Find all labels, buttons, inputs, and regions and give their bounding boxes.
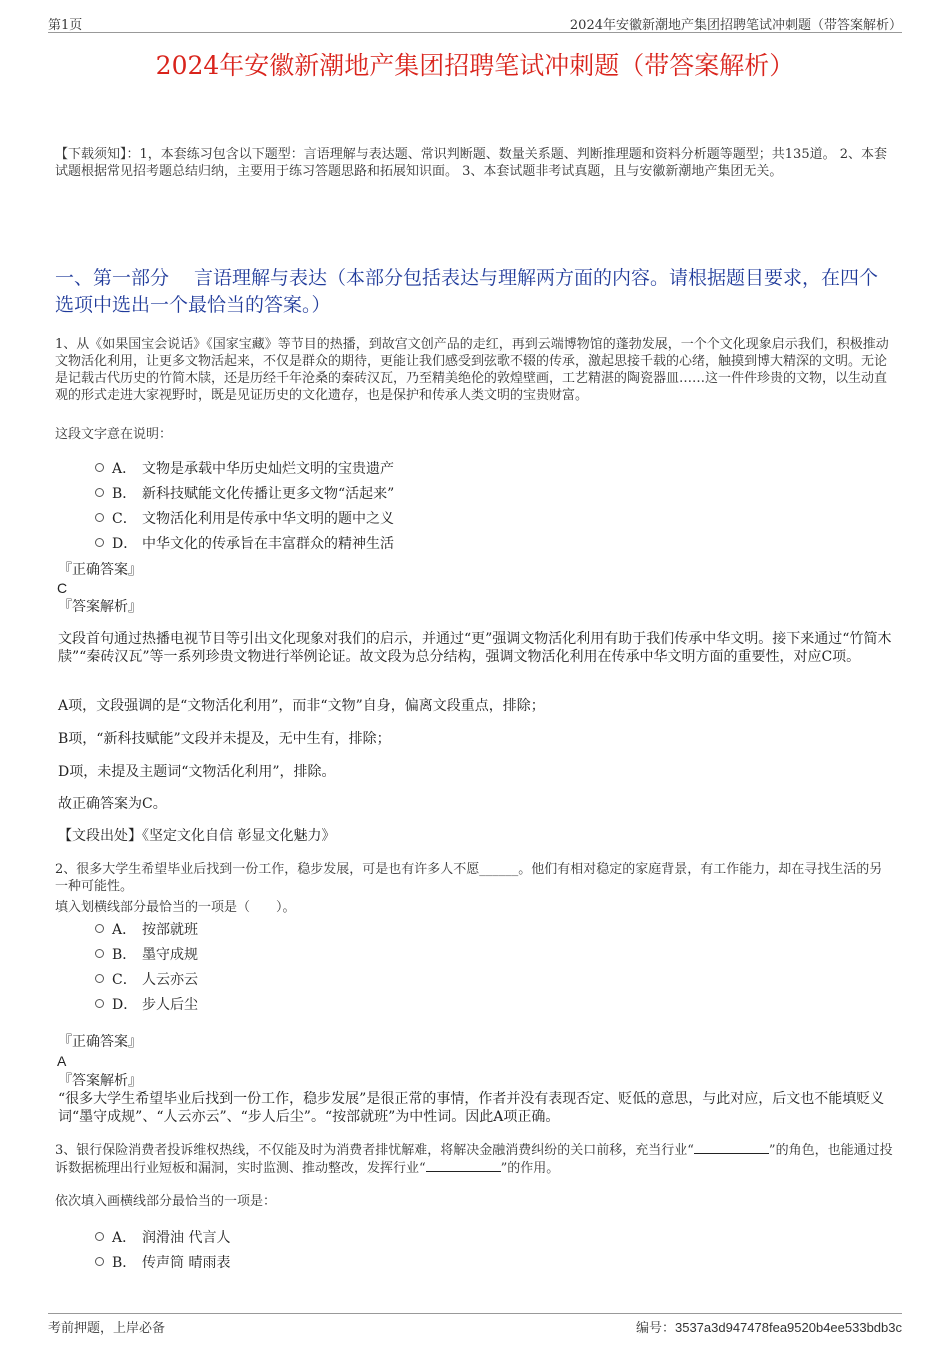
option-key: D． bbox=[112, 997, 138, 1013]
radio-icon[interactable] bbox=[95, 949, 104, 958]
q1-option-c[interactable] bbox=[95, 508, 394, 528]
option-text: 传声筒 晴雨表 bbox=[142, 1255, 231, 1271]
option-text: 按部就班 bbox=[142, 922, 198, 938]
q3-option-b[interactable] bbox=[95, 1252, 230, 1272]
radio-icon[interactable] bbox=[95, 1257, 104, 1266]
option-key: A． bbox=[112, 1230, 137, 1246]
q2-answer-label: 『正确答案』 bbox=[58, 1034, 142, 1050]
q1-option-a[interactable] bbox=[95, 458, 394, 478]
radio-icon[interactable] bbox=[95, 463, 104, 472]
radio-icon[interactable] bbox=[95, 513, 104, 522]
radio-icon[interactable] bbox=[95, 924, 104, 933]
q2-analysis: “很多大学生希望毕业后找到一份工作，稳步发展”是很正常的事情，作者并没有表现否定、贬低的意思，与此对应，后文也不能填贬义词“墨守成规”、“人云亦云”、“步人后尘”。“按部就班”为中性词。因此A项正确。 bbox=[58, 1091, 885, 1125]
option-key: A． bbox=[112, 922, 137, 938]
q3-stem-part: 3、银行保险消费者投诉维权热线，不仅能及时为消费者排忧解难，将解决金融消费纠纷的关口前移，充当行业“ bbox=[55, 1143, 694, 1158]
download-notice: 【下载须知】：1，本套练习包含以下题型：言语理解与表达题、常识判断题、数量关系题、判断推理题和资料分析题等题型；共135道。 2、本套试题根据常见招考题总结归纳，主要用于练习答题思路和拓展知识面。 3、本套试题非考试真题，且与安徽新潮地产集团无关。 bbox=[55, 147, 887, 179]
q1-option-b[interactable] bbox=[95, 483, 394, 503]
q3-stem bbox=[55, 1141, 895, 1177]
q1-option-d[interactable] bbox=[95, 533, 394, 553]
option-key: B． bbox=[112, 947, 137, 963]
option-key: B． bbox=[112, 486, 137, 502]
q2-blank: ______ bbox=[479, 862, 519, 877]
q3-blank-2 bbox=[426, 1159, 501, 1172]
q2-option-b[interactable] bbox=[95, 944, 198, 964]
footer-code-value: 3537a3d947478fea9520b4ee533bdb3c bbox=[674, 1320, 902, 1335]
q3-ask: 依次填入画横线部分最恰当的一项是： bbox=[55, 1194, 277, 1209]
q2-ask: 填入划横线部分最恰当的一项是（ ）。 bbox=[55, 900, 296, 915]
q2-stem-part: 。他们有相对稳定的家庭背景，有工作能力，却在寻找生活的另一种可能性。 bbox=[55, 862, 883, 894]
q3-option-a[interactable] bbox=[95, 1227, 230, 1247]
q2-analysis-label: 『答案解析』 bbox=[58, 1073, 142, 1089]
q3-blank-1 bbox=[694, 1141, 769, 1154]
section-heading: 一、第一部分 言语理解与表达（本部分包括表达与理解两方面的内容。请根据题目要求，在四个选项中选出一个最恰当的答案。） bbox=[55, 267, 879, 316]
footer-divider bbox=[48, 1313, 902, 1314]
option-key: D． bbox=[112, 536, 138, 552]
radio-icon[interactable] bbox=[95, 538, 104, 547]
option-text: 文物是承载中华历史灿烂文明的宝贵遗产 bbox=[142, 461, 394, 477]
option-text: 步人后尘 bbox=[142, 997, 198, 1013]
q1-answer: C bbox=[57, 580, 68, 596]
option-key: A． bbox=[112, 461, 137, 477]
q3-stem-part: ”的角色，也能通过投诉数据梳理出行业短板和漏洞，实时监测、推动整改，发挥行业“ bbox=[55, 1143, 893, 1176]
q1-note-a: A项，文段强调的是“文物活化利用”，而非“文物”自身，偏离文段重点，排除； bbox=[58, 698, 545, 714]
footer-code bbox=[636, 1317, 902, 1336]
option-text: 中华文化的传承旨在丰富群众的精神生活 bbox=[142, 536, 394, 552]
q2-stem bbox=[55, 861, 895, 895]
q1-conclusion: 故正确答案为C。 bbox=[58, 796, 167, 812]
q2-answer: A bbox=[57, 1053, 67, 1069]
q1-answer-label: 『正确答案』 bbox=[58, 562, 142, 578]
footer-code-label: 编号： bbox=[635, 1321, 675, 1336]
option-text: 润滑油 代言人 bbox=[142, 1230, 231, 1246]
option-text: 新科技赋能文化传播让更多文物“活起来” bbox=[142, 486, 395, 502]
page-number: 第1页 bbox=[48, 18, 83, 33]
option-key: B． bbox=[112, 1255, 137, 1271]
option-text: 文物活化利用是传承中华文明的题中之义 bbox=[142, 511, 394, 527]
q3-stem-part: ”的作用。 bbox=[500, 1161, 560, 1176]
radio-icon[interactable] bbox=[95, 974, 104, 983]
radio-icon[interactable] bbox=[95, 1232, 104, 1241]
q1-analysis: 文段首句通过热播电视节目等引出文化现象对我们的启示，并通过“更”强调文物活化利用有助于我们传承中华文明。接下来通过“竹简木牍”“秦砖汉瓦”等一系列珍贵文物进行举例论证。故文段为总分结构，强调文物活化利用在传承中华文明方面的重要性，对应C项。 bbox=[58, 631, 892, 665]
header-divider bbox=[48, 32, 902, 33]
q1-analysis-label: 『答案解析』 bbox=[58, 599, 142, 615]
q2-option-c[interactable] bbox=[95, 969, 198, 989]
q1-source: 【文段出处】《坚定文化自信 彰显文化魅力》 bbox=[58, 828, 336, 844]
q2-stem-part: 2、很多大学生希望毕业后找到一份工作，稳步发展，可是也有许多人不愿 bbox=[55, 862, 480, 877]
footer-slogan: 考前押题，上岸必备 bbox=[48, 1321, 166, 1336]
option-text: 人云亦云 bbox=[142, 972, 198, 988]
radio-icon[interactable] bbox=[95, 488, 104, 497]
option-key: C． bbox=[112, 972, 137, 988]
header-doc-title: 2024年安徽新潮地产集团招聘笔试冲刺题（带答案解析） bbox=[569, 18, 902, 33]
q2-option-a[interactable] bbox=[95, 919, 198, 939]
radio-icon[interactable] bbox=[95, 999, 104, 1008]
q2-option-d[interactable] bbox=[95, 994, 198, 1014]
option-text: 墨守成规 bbox=[142, 947, 198, 963]
q1-ask: 这段文字意在说明： bbox=[55, 427, 173, 442]
q1-note-d: D项，未提及主题词“文物活化利用”，排除。 bbox=[58, 764, 336, 780]
q1-note-b: B项，“新科技赋能”文段并未提及，无中生有，排除； bbox=[58, 731, 391, 747]
page-title: 2024年安徽新潮地产集团招聘笔试冲刺题（带答案解析） bbox=[155, 51, 795, 80]
option-key: C． bbox=[112, 511, 137, 527]
q1-stem: 1、从《如果国宝会说话》《国家宝藏》等节目的热播，到故宫文创产品的走红，再到云端博物馆的蓬勃发展，一个个文化现象启示我们，积极推动文物活化利用，让更多文物活起来，不仅是群众的期待，更能让我们感受到弦歌不辍的传承，激起思接千载的心绪，触摸到博大精深的文明。无论是记载古代历史的竹简木牍，还是历经千年沧桑的秦砖汉瓦，乃至精美绝伦的敦煌壁画，工艺精湛的陶瓷器皿……这一件件珍贵的文物，以生动直观的形式走进大家视野时，既是见证历史的文化遗存，也是保护和传承人类文明的宝贵财富。 bbox=[55, 337, 889, 403]
